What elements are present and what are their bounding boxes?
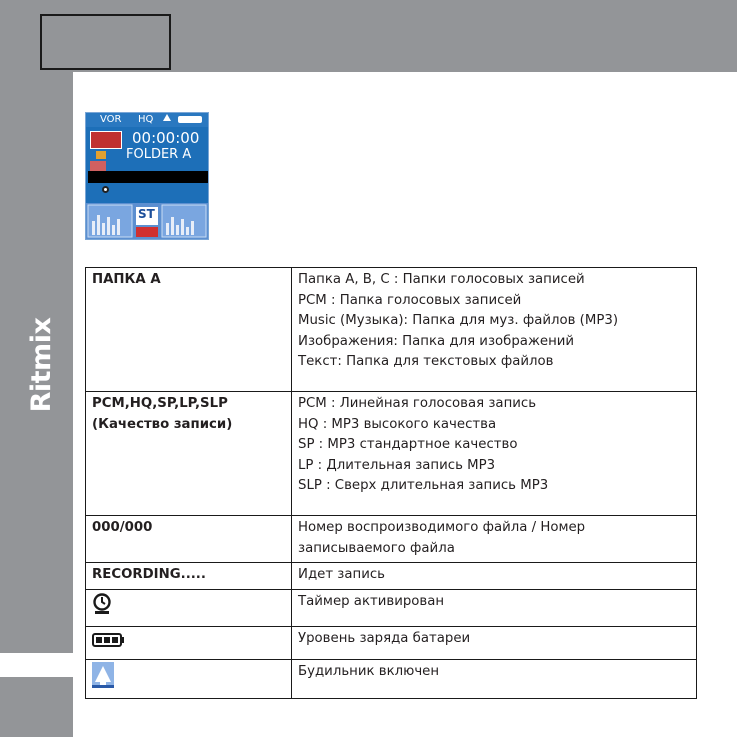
screen-status-bar [86, 113, 208, 127]
term-cell [86, 627, 292, 660]
screen-folder: FOLDER A [126, 147, 192, 162]
description-text: SLP : Сверх длительная запись MP3 [298, 478, 549, 493]
term-text: PCM,HQ,SP,LP,SLP [92, 396, 228, 411]
term-cell [86, 589, 292, 627]
term-cell [86, 268, 292, 392]
description-text: Изображения: Папка для изображений [298, 333, 575, 349]
screen-equalizer [86, 203, 208, 239]
mic-icon [96, 151, 106, 159]
term-text: ПАПКА А [92, 272, 161, 287]
description-text: Будильник включен [298, 663, 440, 679]
brand-logo: Ritmix [26, 317, 57, 413]
description-text: SP : MP3 стандартное качество [298, 437, 518, 452]
description-text: PCM : Папка голосовых записей [298, 292, 522, 308]
table-row [86, 589, 697, 627]
screen-vor-label: VOR [100, 114, 122, 125]
battery-small-icon [178, 116, 202, 123]
term-text: 000/000 [92, 520, 153, 535]
alarm-icon [92, 677, 114, 692]
table-row [86, 659, 697, 699]
table-row [86, 516, 697, 563]
description-cell [292, 627, 697, 660]
screen-hq-label: HQ [138, 114, 154, 125]
table-row [86, 268, 697, 392]
indicator-table [85, 267, 697, 699]
screen-time: 00:00:00 [132, 129, 200, 147]
description-text: Music (Музыка): Папка для муз. файлов (MP3) [298, 313, 619, 328]
description-cell [292, 589, 697, 627]
battery-icon [92, 637, 126, 652]
description-cell [292, 516, 697, 563]
alarm-small-icon [162, 113, 172, 128]
page-number-box [40, 14, 171, 70]
description-text: Таймер активирован [298, 593, 445, 609]
description-text: Идет запись [298, 567, 385, 582]
device-screen-illustration [85, 112, 209, 240]
screen-quality-badge: ST [138, 207, 155, 221]
stop-icon [102, 186, 109, 193]
screen-progress-bar [88, 171, 208, 183]
description-text: Папка A, B, C : Папки голосовых записей [298, 272, 585, 287]
description-text: Номер воспроизводимого файла / Номер [298, 520, 586, 535]
description-cell [292, 268, 697, 392]
record-folder-icon [90, 131, 122, 149]
table-row [86, 627, 697, 660]
timer-icon [92, 605, 112, 620]
term-text: (Качество записи) [92, 416, 233, 432]
term-cell [86, 516, 292, 563]
table-row [86, 563, 697, 590]
description-text: Текст: Папка для текстовых файлов [298, 354, 554, 369]
term-cell [86, 659, 292, 699]
description-cell [292, 659, 697, 699]
description-text: HQ : MP3 высокого качества [298, 416, 497, 432]
table-row [86, 392, 697, 516]
file-type-icon [90, 161, 106, 171]
description-text: PCM : Линейная голосовая запись [298, 396, 537, 411]
sidebar-strip-bottom [0, 677, 73, 737]
description-cell [292, 392, 697, 516]
term-cell [86, 392, 292, 516]
description-text: записываемого файла [298, 540, 455, 556]
term-cell [86, 563, 292, 590]
description-cell [292, 563, 697, 590]
description-text: LP : Длительная запись MP3 [298, 457, 496, 473]
term-text: RECORDING..... [92, 567, 206, 582]
description-text: Уровень заряда батареи [298, 631, 471, 646]
